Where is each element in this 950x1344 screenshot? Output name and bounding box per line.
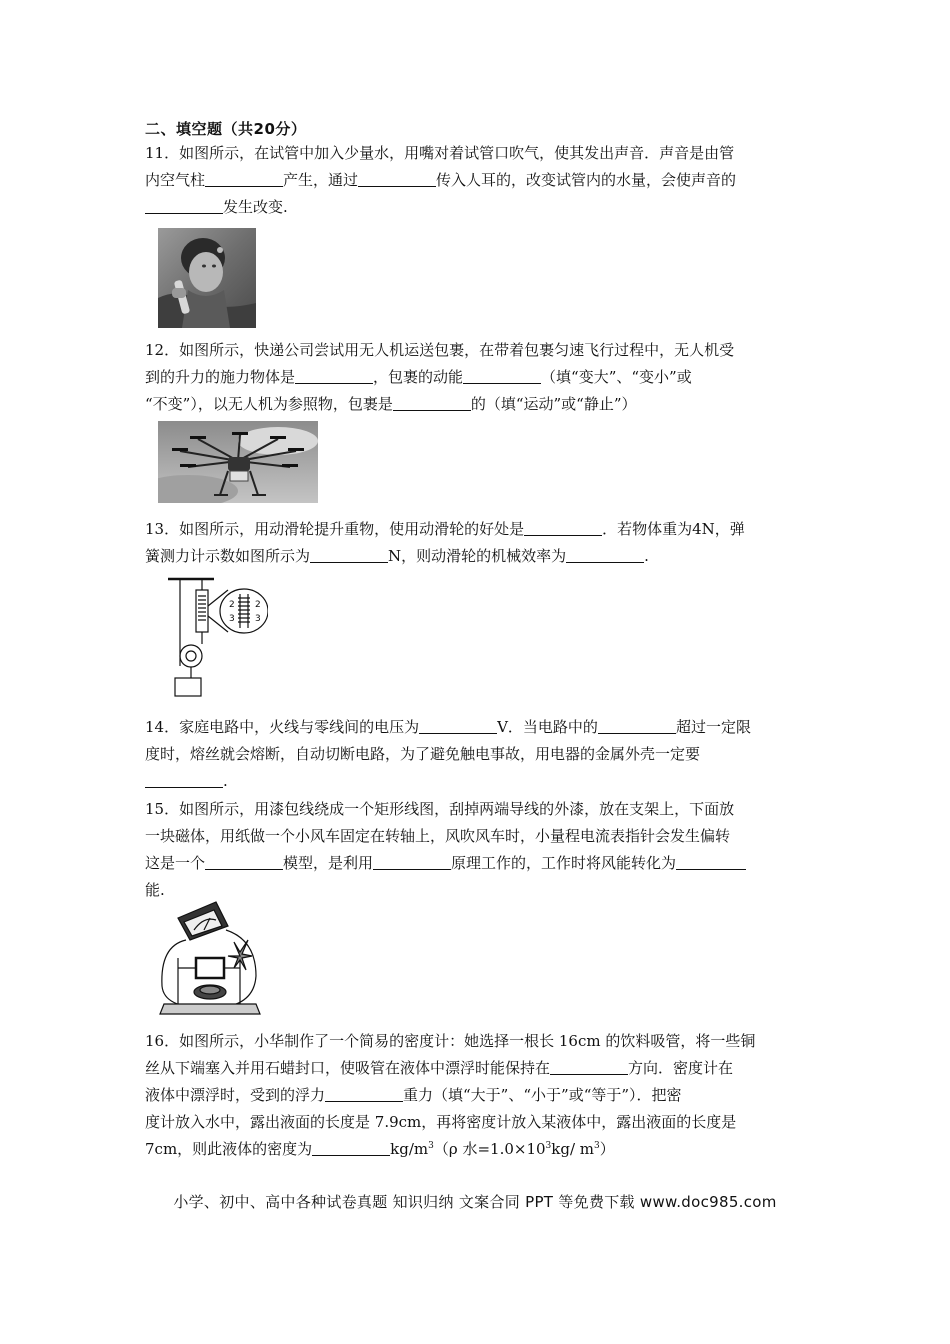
question-16: [145, 1028, 807, 1163]
q13-line2: 簧测力计示数如图所示为 N，则动滑轮的机械效率为 .: [145, 547, 649, 565]
q15-line2: 一块磁体，用纸做一个小风车固定在转轴上，风吹风车时，小量程电流表指针会发生偏转: [145, 827, 731, 845]
answer-blank[interactable]: [373, 853, 451, 870]
answer-blank[interactable]: [393, 394, 471, 411]
q11-line2: 内空气柱 产生，通过 传入人耳的，改变试管内的水量，会使声音的: [145, 171, 737, 189]
answer-blank[interactable]: [205, 170, 283, 187]
q15-line1: 15．如图所示，用漆包线绕成一个矩形线图，刮掉两端导线的外漆，放在支架上，下面放: [145, 800, 735, 818]
scale-label: 2: [229, 600, 235, 610]
answer-blank[interactable]: [310, 546, 388, 563]
question-12: [145, 337, 807, 418]
q14-line2: 度时，熔丝就会熔断，自动切断电路，为了避免触电事故，用电器的金属外壳一定要: [145, 745, 701, 763]
q14-line3: .: [145, 768, 807, 795]
answer-blank[interactable]: [566, 546, 644, 563]
answer-blank[interactable]: [598, 717, 676, 734]
answer-blank[interactable]: [676, 853, 746, 870]
drone-photo-figure: [158, 421, 318, 503]
answer-blank[interactable]: [550, 1058, 628, 1075]
scale-label: 3: [229, 614, 235, 624]
answer-blank[interactable]: [358, 170, 436, 187]
q15-line4: 能.: [145, 881, 165, 899]
scale-label: 3: [255, 614, 261, 624]
answer-blank[interactable]: [419, 717, 497, 734]
q16-line2: 丝从下端塞入并用石蜡封口，使吸管在液体中漂浮时能保持在 方向．密度计在: [145, 1059, 734, 1077]
answer-blank[interactable]: [145, 771, 223, 788]
q16-line3: 液体中漂浮时，受到的浮力 重力（填“大于”、“小于”或“等于”）．把密: [145, 1086, 682, 1104]
answer-blank[interactable]: [524, 519, 602, 536]
answer-blank[interactable]: [145, 197, 223, 214]
question-14: [145, 714, 807, 795]
q14-line1: 14．家庭电路中，火线与零线间的电压为 V．当电路中的 超过一定限: [145, 718, 751, 736]
q15-line3: 这是一个 模型，是利用 原理工作的，工作时将风能转化为: [145, 850, 807, 877]
q11-line3: 发生改变.: [145, 194, 807, 221]
question-13: [145, 516, 807, 570]
q16-line4: 度计放入水中，露出液面的长度是 7.9cm，再将密度计放入某液体中，露出液面的长度是: [145, 1113, 737, 1131]
q16-line5: 7cm，则此液体的密度为 $kg/m^3(\rho$ 水$=1.0\times 10^3kg/$ $m^3$）: [145, 1140, 615, 1158]
section-title: 二、填空题（共20分）: [145, 120, 307, 138]
answer-blank[interactable]: [295, 367, 373, 384]
test-tube-photo-figure: [158, 228, 256, 328]
page-footer: 小学、初中、高中各种试卷真题 知识归纳 文案合同 PPT 等免费下载 www.doc985.com: [173, 1193, 777, 1211]
question-11: [145, 140, 807, 221]
q16-line1: 16．如图所示，小华制作了一个简易的密度计：她选择一根长 16cm 的饮料吸管，将一些铜: [145, 1032, 756, 1050]
q12-line2: 到的升力的施力物体是 ，包裹的动能 （填“变大”、“变小”或: [145, 368, 692, 386]
q13-line1: 13．如图所示，用动滑轮提升重物，使用动滑轮的好处是 ．若物体重为4N，弹: [145, 520, 745, 538]
answer-blank[interactable]: [325, 1085, 403, 1102]
answer-blank[interactable]: [312, 1139, 390, 1156]
answer-blank[interactable]: [463, 367, 541, 384]
q12-line1: 12．如图所示，快递公司尝试用无人机运送包裹，在带着包裹匀速飞行过程中，无人机受: [145, 341, 735, 359]
question-15: [145, 796, 807, 904]
generator-model-figure: [156, 896, 264, 1018]
scale-label: 2: [255, 600, 261, 610]
q11-line1: 11．如图所示，在试管中加入少量水，用嘴对着试管口吹气，使其发出声音．声音是由管: [145, 144, 735, 162]
pulley-spring-scale-figure: [168, 576, 268, 698]
answer-blank[interactable]: [205, 853, 283, 870]
q12-line3: “不变”），以无人机为参照物，包裹是 的（填“运动”或“静止”）: [145, 395, 637, 413]
